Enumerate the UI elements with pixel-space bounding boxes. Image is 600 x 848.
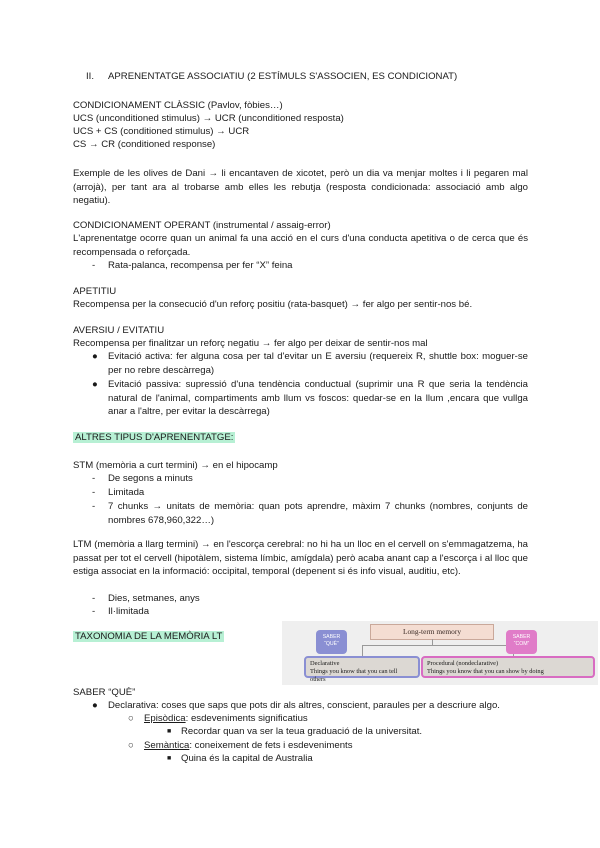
dash-marker: - bbox=[92, 260, 96, 271]
stm-item-1-text: De segons a minuts bbox=[108, 473, 193, 484]
aversiu-bullet-1-text: Evitació activa: fer alguna cosa per tal d'evitar un E aversiu (requereix R, shuttle box: moguer-se per no rebre descàrrega) bbox=[108, 351, 528, 376]
semantica-example-text: Quina és la capital de Australia bbox=[181, 753, 313, 764]
aversiu-bullet-1 bbox=[92, 350, 528, 377]
aversiu-text: Recompensa per finalitzar un reforç negatiu → fer algo per deixar de sentir-nos mal bbox=[73, 338, 428, 349]
operant-text: L'aprenentatge ocorre quan un animal fa una acció en el curs d'una conducta apetitiva o de cerca que és recompensada o reforçada. bbox=[73, 233, 528, 258]
dash-marker: - bbox=[92, 501, 96, 512]
altres-heading-text: ALTRES TIPUS D'APRENENTATGE: bbox=[75, 432, 234, 443]
memory-taxonomy-diagram bbox=[282, 621, 598, 685]
aversiu-heading: AVERSIU / EVITATIU bbox=[73, 325, 165, 336]
classic-line-2: UCS + CS (conditioned stimulus) → UCR bbox=[73, 126, 250, 137]
saber-com-badge bbox=[506, 630, 537, 654]
classic-line-3: CS → CR (conditioned response) bbox=[73, 139, 216, 150]
saber-que-badge bbox=[316, 630, 347, 654]
semantica-example bbox=[167, 752, 600, 766]
stm-heading: STM (memòria a curt termini) → en el hipocamp bbox=[73, 460, 278, 471]
declarativa-bullet bbox=[92, 699, 563, 713]
dash-marker: - bbox=[92, 593, 96, 604]
procedural-box bbox=[421, 656, 595, 678]
square-marker: ■ bbox=[167, 728, 172, 735]
saber-que-heading: SABER “QUÈ” bbox=[73, 687, 136, 698]
classic-line-1: UCS (unconditioned stimulus) → UCR (unconditioned resposta) bbox=[73, 113, 344, 124]
saber-com-line-2: “COM” bbox=[513, 641, 530, 647]
altres-heading bbox=[73, 431, 528, 445]
ltm-item-2 bbox=[92, 605, 563, 619]
bullet-marker: ● bbox=[92, 700, 98, 711]
ltm-item-1-text: Dies, setmanes, anys bbox=[108, 593, 200, 604]
apetitiu-text: Recompensa per la consecució d'un reforç positiu (rata-basquet) → fer algo per sentir-nos bé. bbox=[73, 299, 473, 310]
procedural-desc: Things you know that you can show by doing bbox=[427, 668, 544, 675]
episodica-example-text: Recordar quan va ser la teua graduació de la universitat. bbox=[181, 726, 423, 737]
saber-que-line-2: “QUÈ” bbox=[324, 641, 339, 647]
stm-item-2 bbox=[92, 486, 563, 500]
long-term-memory-box: Long-term memory bbox=[370, 624, 494, 640]
classic-heading: CONDICIONAMENT CLÀSSIC (Pavlov, fòbies…) bbox=[73, 100, 283, 111]
classic-example: Exemple de les olives de Dani → li encantaven de xicotet, però un dia va menjar moltes i li pegaren mal (arrojà), per tant ara al trobarse amb elles les rebutja (resposta condicionada: associació amb algo negatiu). bbox=[73, 168, 528, 206]
bullet-marker: ● bbox=[92, 379, 98, 390]
ltm-text: LTM (memòria a llarg termini) → en l'escorça cerebral: no hi ha un lloc en el cervell on s'emmagatzema, ha passat per tot el cervell (hipotàlem, sistema límbic, amígdala) però acaba anant cap a l'escorça i al lloc que estiga associat en la informació: occipital, temporal (depenent si és info visual, auditiu, etc). bbox=[73, 539, 528, 577]
operant-item bbox=[92, 259, 563, 273]
operant-heading: CONDICIONAMENT OPERANT (instrumental / assaig-error) bbox=[73, 220, 331, 231]
taxonomia-heading-text: TAXONOMIA DE LA MEMÒRIA LT bbox=[75, 631, 223, 642]
dash-marker: - bbox=[92, 473, 96, 484]
stm-item-1 bbox=[92, 472, 563, 486]
stm-item-3-text: 7 chunks → unitats de memòria: quan pots aprendre, màxim 7 chunks (nombres, conjunts de nombres 678,960,322…) bbox=[108, 501, 528, 526]
stm-item-3 bbox=[92, 500, 528, 527]
taxonomia-heading bbox=[73, 630, 273, 644]
episodica-label: Episòdica bbox=[144, 713, 186, 724]
operant-item-text: Rata-palanca, recompensa per fer “X” feina bbox=[108, 260, 293, 271]
apetitiu-heading: APETITIU bbox=[73, 286, 117, 297]
section-title-text: APRENENTATGE ASSOCIATIU (2 ESTÍMULS S'ASSOCIEN, ES CONDICIONAT) bbox=[108, 71, 458, 82]
declarative-desc: Things you know that you can tell others bbox=[310, 668, 398, 683]
stm-item-2-text: Limitada bbox=[108, 487, 145, 498]
procedural-title: Procedural (nondeclarative) bbox=[427, 660, 499, 667]
episodica-example bbox=[167, 725, 600, 739]
declarative-title: Declarative bbox=[310, 660, 340, 667]
episodica-item bbox=[128, 712, 599, 726]
circle-marker: ○ bbox=[128, 713, 134, 724]
saber-com-line-1: SABER bbox=[512, 634, 531, 640]
circle-marker: ○ bbox=[128, 740, 134, 751]
ltm-item-1 bbox=[92, 592, 563, 606]
ltm-item-2-text: Il·limitada bbox=[108, 606, 150, 617]
semantica-rest: : coneixement de fets i esdeveniments bbox=[189, 740, 353, 751]
aversiu-bullet-2 bbox=[92, 378, 528, 419]
dash-marker: - bbox=[92, 606, 96, 617]
square-marker: ■ bbox=[167, 755, 172, 762]
semantica-label: Semàntica bbox=[144, 740, 190, 751]
section-title bbox=[86, 70, 541, 84]
dash-marker: - bbox=[92, 487, 96, 498]
bullet-marker: ● bbox=[92, 351, 98, 362]
section-number: II. bbox=[86, 71, 94, 82]
episodica-rest: : esdeveniments significatius bbox=[185, 713, 308, 724]
declarative-box bbox=[304, 656, 420, 683]
aversiu-bullet-2-text: Evitació passiva: supressió d'una tendència conductual (suprimir una R que seria la tendència natural de l'animal, compartiments amb llum vs foscos: quedar-se en la llum ,encara que vullga anar a l'altre, per evitar la descàrrega) bbox=[108, 379, 528, 417]
semantica-item bbox=[128, 739, 599, 753]
saber-que-line-1: SABER bbox=[322, 634, 341, 640]
declarativa-text: Declarativa: coses que saps que pots dir als altres, conscient, paraules per a descriure algo. bbox=[108, 700, 500, 711]
